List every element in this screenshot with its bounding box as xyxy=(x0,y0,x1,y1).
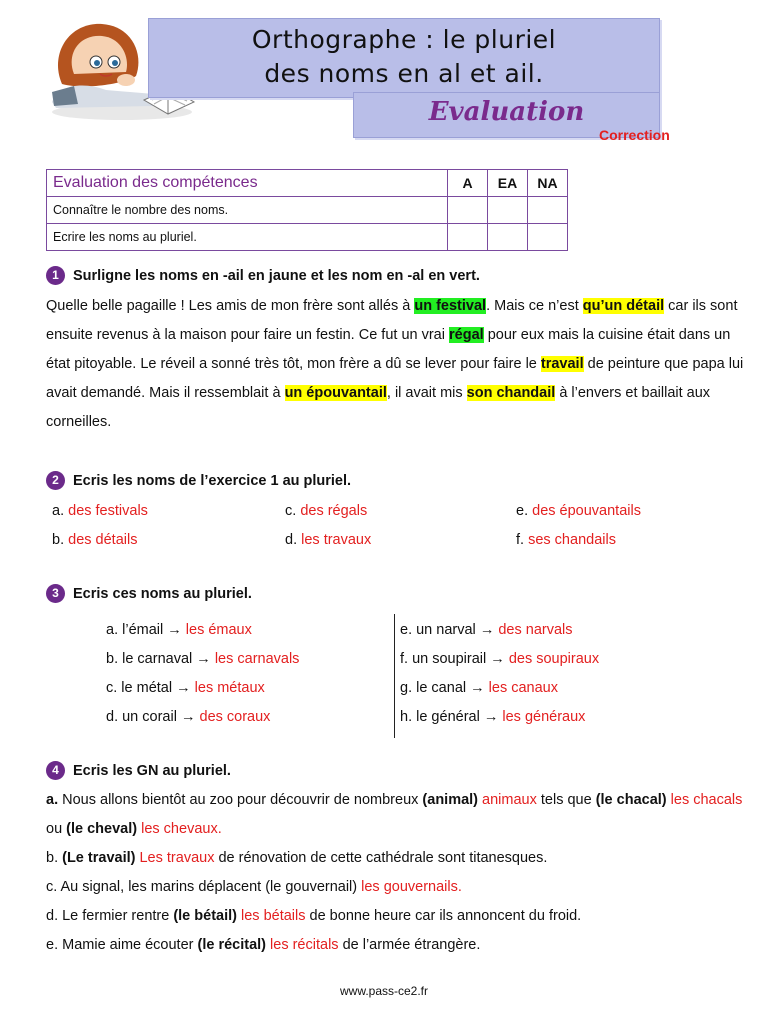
prompt: (le chacal) xyxy=(595,792,667,808)
exercise2-title: Ecris les noms de l’exercice 1 au pluriel. xyxy=(73,473,352,489)
arrow-icon: → xyxy=(470,680,485,696)
table-cell xyxy=(528,197,568,224)
highlight-yellow: un détail xyxy=(604,298,665,314)
prompt: (le bétail) xyxy=(173,908,237,924)
item-letter: a. xyxy=(52,503,65,519)
answer: les émaux xyxy=(185,622,252,638)
text: e. Mamie aime écouter xyxy=(46,937,198,953)
exercise2-item xyxy=(285,532,371,548)
answer: les bétails xyxy=(236,908,306,924)
answer: les chacals xyxy=(666,792,743,808)
page-title-line1: Orthographe : le pluriel xyxy=(251,25,557,54)
answer: les généraux xyxy=(502,709,586,725)
item-letter: c. xyxy=(285,503,297,519)
col-a: A xyxy=(448,170,488,197)
competence-header: Evaluation des compétences xyxy=(47,170,448,197)
competence-row-label: Connaître le nombre des noms. xyxy=(47,197,448,224)
exercise3-item xyxy=(106,651,299,667)
exercise2-item xyxy=(52,532,137,548)
table-cell xyxy=(488,197,528,224)
arrow-icon: → xyxy=(167,622,182,638)
arrow-icon: → xyxy=(490,651,505,667)
answer: Les travaux xyxy=(135,850,215,866)
exercise1-paragraph xyxy=(46,292,746,437)
text: car ils sont ensuite revenus à la maison pour faire un festin. Ce fut un vrai xyxy=(46,298,738,343)
exercise3-item xyxy=(400,680,558,696)
exercise3-number-badge: 3 xyxy=(46,584,65,603)
exercise3-item xyxy=(106,680,265,696)
column-divider xyxy=(394,614,395,738)
question: b. le carnaval xyxy=(106,651,193,667)
highlight-yellow: son chandail xyxy=(466,385,556,401)
exercise1-number-badge: 1 xyxy=(46,266,65,285)
footer-url: www.pass-ce2.fr xyxy=(339,984,429,998)
answer: des détails xyxy=(68,532,138,548)
answer: les métaux xyxy=(194,680,265,696)
answer: des soupiraux xyxy=(508,651,600,667)
answer: des coraux xyxy=(199,709,271,725)
exercise3-item xyxy=(400,622,573,638)
page-title-line2: des noms en al et ail. xyxy=(264,59,544,88)
text: pour eux mais la cuisine était dans un état pitoyable. Le réveil a sonné très tôt, mon frère a dû se lever pour faire le xyxy=(46,327,731,372)
answer: les récitals xyxy=(266,937,339,953)
highlight-yellow: un épouvantail xyxy=(284,385,387,401)
answer: des festivals xyxy=(68,503,148,519)
exercise4-title: Ecris les GN au pluriel. xyxy=(73,763,231,779)
answer: les carnavals xyxy=(214,651,300,667)
arrow-icon: → xyxy=(196,651,211,667)
text: de l’armée étrangère. xyxy=(338,937,481,953)
table-cell xyxy=(528,224,568,251)
highlight-yellow: travail xyxy=(540,356,584,372)
exercise4-item-e xyxy=(46,931,746,960)
prompt: (Le travail) xyxy=(62,850,136,866)
col-na: NA xyxy=(528,170,568,197)
exercise2-item xyxy=(52,503,148,519)
table-cell xyxy=(488,224,528,251)
text: de bonne heure car ils annoncent du froid. xyxy=(305,908,582,924)
exercise2-heading xyxy=(46,471,351,490)
text: d. Le fermier rentre xyxy=(46,908,174,924)
answer: les chevaux. xyxy=(137,821,222,837)
answer: ses chandails xyxy=(528,532,616,548)
question: a. l’émail xyxy=(106,622,164,638)
prompt: (animal) xyxy=(422,792,479,808)
competence-table xyxy=(46,169,568,251)
text: ou xyxy=(46,821,67,837)
item-letter: e. xyxy=(516,503,529,519)
highlight-green: un festival xyxy=(414,298,487,314)
text: , il avait mis xyxy=(386,385,467,401)
arrow-icon: → xyxy=(180,709,196,725)
text: de rénovation de cette cathédrale sont titanesques. xyxy=(214,850,548,866)
exercise3-item xyxy=(106,709,270,725)
arrow-icon: → xyxy=(483,709,499,725)
text: tels que xyxy=(536,792,596,808)
exercise4-item-b xyxy=(46,844,746,873)
exercise4-number-badge: 4 xyxy=(46,761,65,780)
prompt: (le cheval) xyxy=(66,821,138,837)
exercise3-item xyxy=(106,622,252,638)
exercise3-heading xyxy=(46,584,252,603)
answer: des régals xyxy=(300,503,368,519)
exercise1-heading xyxy=(46,266,480,285)
exercise4-heading xyxy=(46,761,231,780)
item-letter: f. xyxy=(516,532,525,548)
exercise4-item-a xyxy=(46,786,746,844)
item-letter: a. xyxy=(46,792,59,808)
evaluation-label: Evaluation xyxy=(428,97,585,127)
exercise1-title: Surligne les noms en -ail en jaune et les nom en -al en vert. xyxy=(73,268,480,284)
table-cell xyxy=(448,197,488,224)
text: Nous allons bientôt au zoo pour découvrir de nombreux xyxy=(58,792,423,808)
exercise4-item-d xyxy=(46,902,746,931)
answer: les travaux xyxy=(301,532,372,548)
table-cell xyxy=(448,224,488,251)
text: Quelle belle pagaille ! Les amis de mon frère sont allés à xyxy=(46,298,415,314)
answer: les canaux xyxy=(488,680,558,696)
text: de peinture que papa lui avait demandé. Mais il ressemblait à xyxy=(46,356,744,401)
arrow-icon: → xyxy=(479,622,495,638)
text: . Mais ce n’est xyxy=(486,298,583,314)
answer: les gouvernails. xyxy=(361,879,462,895)
question: g. le canal xyxy=(400,680,467,696)
question: e. un narval xyxy=(400,622,476,638)
exercise4-item-c xyxy=(46,873,746,902)
answer: animaux xyxy=(478,792,537,808)
question: h. le général xyxy=(400,709,480,725)
exercise2-item xyxy=(516,532,616,548)
answer: des narvals xyxy=(498,622,573,638)
title-banner xyxy=(148,18,660,98)
highlight-yellow: qu’ xyxy=(582,298,605,314)
col-ea: EA xyxy=(488,170,528,197)
highlight-green: régal xyxy=(449,327,484,343)
exercise2-number-badge: 2 xyxy=(46,471,65,490)
question: f. un soupirail xyxy=(400,651,487,667)
exercise2-item xyxy=(516,503,641,519)
item-letter: d. xyxy=(285,532,298,548)
table-header-row xyxy=(47,170,568,197)
prompt: (le récital) xyxy=(197,937,267,953)
exercise3-item xyxy=(400,651,599,667)
competence-row-label: Ecrire les noms au pluriel. xyxy=(47,224,448,251)
question: c. le métal xyxy=(106,680,173,696)
text: c. Au signal, les marins déplacent (le gouvernail) xyxy=(46,879,362,895)
exercise3-item xyxy=(400,709,585,725)
item-letter: b. xyxy=(52,532,65,548)
correction-label: Correction xyxy=(599,127,670,143)
exercise2-item xyxy=(285,503,367,519)
table-row xyxy=(47,197,568,224)
arrow-icon: → xyxy=(176,680,191,696)
text: à l’envers et baillait aux corneilles. xyxy=(46,385,711,430)
question: d. un corail xyxy=(106,709,177,725)
exercise3-title: Ecris ces noms au pluriel. xyxy=(73,586,252,602)
answer: des épouvantails xyxy=(532,503,641,519)
item-letter: b. xyxy=(46,850,63,866)
table-row xyxy=(47,224,568,251)
